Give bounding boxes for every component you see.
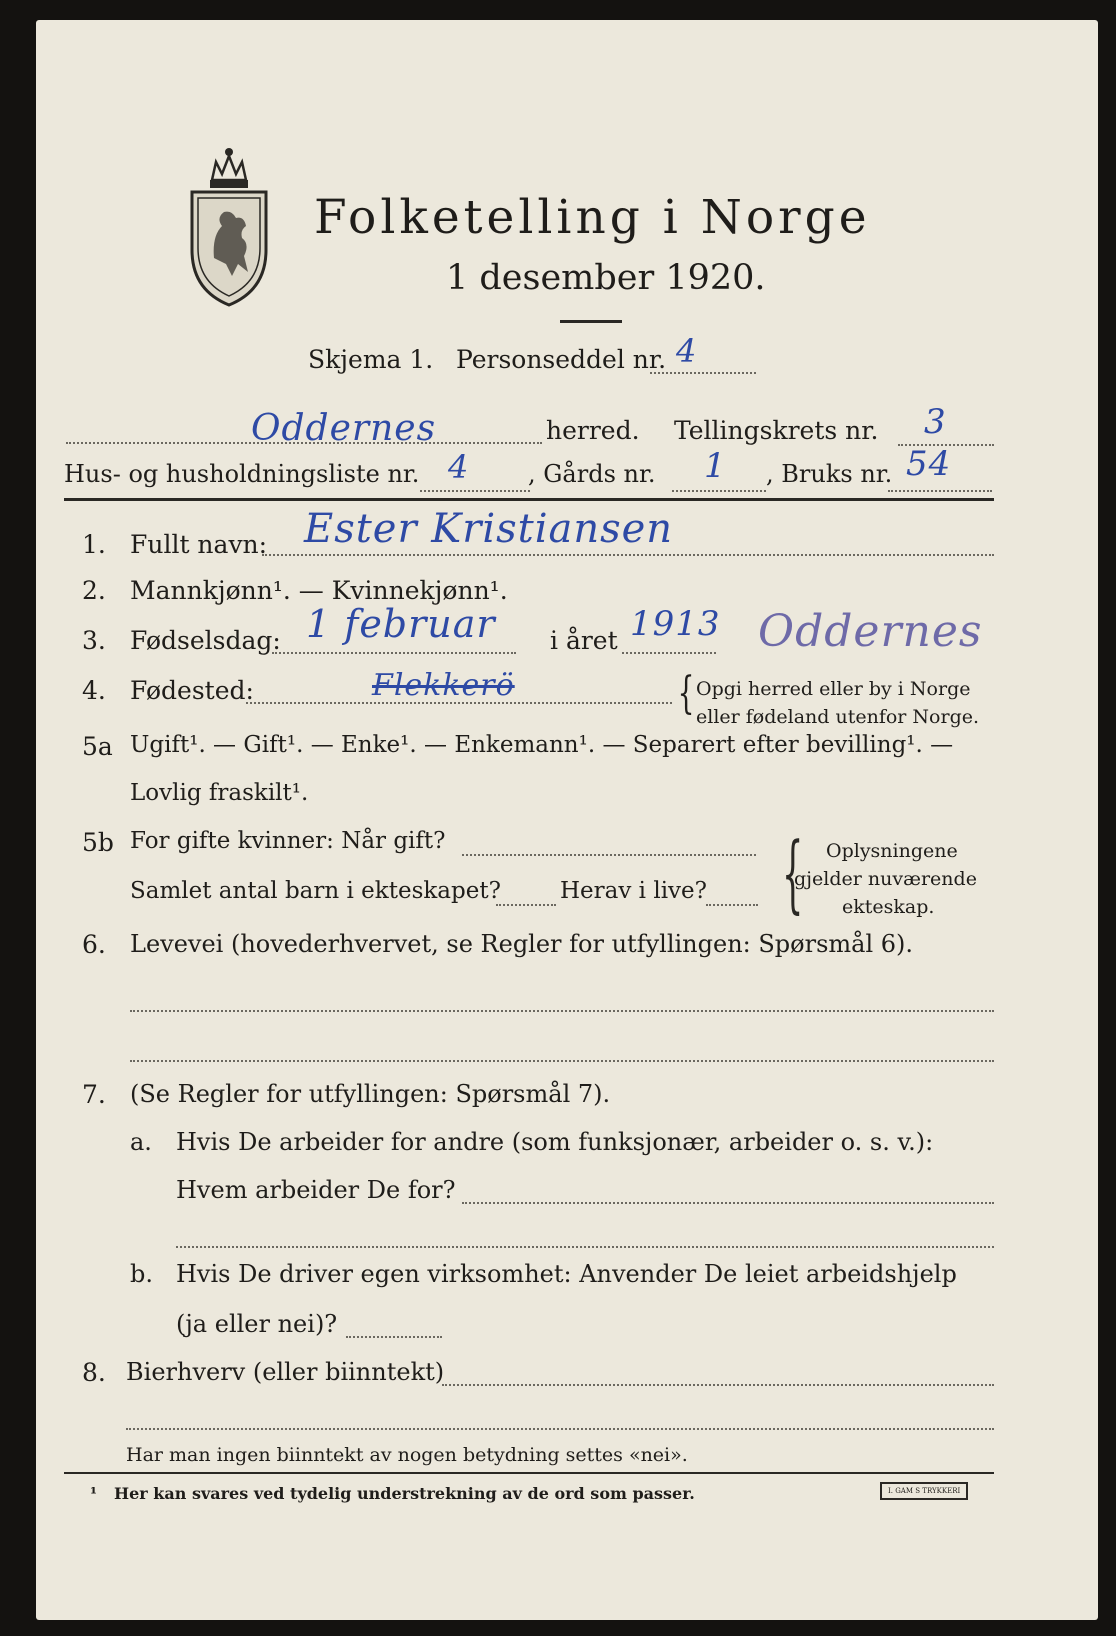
- q5b-note2: gjelder nuværende: [794, 868, 977, 890]
- q1-label: Fullt navn:: [130, 530, 268, 559]
- q7a-letter: a.: [130, 1128, 152, 1156]
- q4-number: 4.: [82, 676, 106, 705]
- q3-margin-note: Oddernes: [758, 606, 983, 657]
- footnote-text: Her kan svares ved tydelig understrekning av de ord som passer.: [114, 1484, 695, 1503]
- form-title: Folketelling i Norge: [314, 190, 871, 245]
- q5a-line1: Ugift¹. — Gift¹. — Enke¹. — Enkemann¹. — Separert efter bevilling¹. —: [130, 732, 954, 758]
- q2-number: 2.: [82, 576, 106, 605]
- herred-value: Oddernes: [251, 408, 437, 449]
- q7a-line2: Hvem arbeider De for?: [176, 1176, 456, 1204]
- printer-stamp: I. GAM S TRYKKERI: [880, 1482, 968, 1500]
- q5b-line1: For gifte kvinner: Når gift?: [130, 828, 446, 854]
- q6-label: Levevei (hovederhvervet, se Regler for utfyllingen: Spørsmål 6).: [130, 930, 914, 958]
- q7-label: (Se Regler for utfyllingen: Spørsmål 7).: [130, 1080, 611, 1108]
- q5b-note3: ekteskap.: [842, 896, 935, 918]
- q4-note-line1: Opgi herred eller by i Norge: [696, 678, 971, 700]
- q4-value: Flekkerö: [372, 668, 515, 703]
- footer-note: Har man ingen biinntekt av nogen betydning settes «nei».: [126, 1444, 688, 1466]
- q5b-line2: Samlet antal barn i ekteskapet?: [130, 878, 501, 904]
- tellingskrets-label: Tellingskrets nr.: [674, 416, 879, 445]
- q5b-brace: {: [782, 824, 804, 922]
- q5b-number: 5b: [82, 828, 114, 857]
- q8-label: Bierhverv (eller biinntekt): [126, 1358, 445, 1386]
- q5b-note1: Oplysningene: [826, 840, 958, 862]
- divider: [560, 320, 622, 323]
- q3-year-value: 1913: [630, 604, 721, 644]
- section-rule: [64, 498, 994, 501]
- q7b-line2: (ja eller nei)?: [176, 1310, 338, 1338]
- personseddel-label: Personseddel nr.: [456, 345, 667, 374]
- q3-number: 3.: [82, 626, 106, 655]
- q5a-line2: Lovlig fraskilt¹.: [130, 780, 309, 806]
- q5a-number: 5a: [82, 732, 113, 761]
- q3-value: 1 februar: [306, 602, 496, 646]
- bruks-value: 54: [906, 444, 952, 484]
- q3-label: Fødselsdag:: [130, 626, 281, 655]
- census-date: 1 desember 1920.: [446, 258, 766, 298]
- q4-label: Fødested:: [130, 676, 254, 705]
- census-form: [36, 20, 1098, 1620]
- q1-number: 1.: [82, 530, 106, 559]
- herred-label: herred.: [546, 416, 640, 445]
- bruks-label: , Bruks nr.: [766, 460, 893, 488]
- q6-number: 6.: [82, 930, 106, 959]
- q8-number: 8.: [82, 1358, 106, 1387]
- q3-year-label: i året: [550, 626, 618, 655]
- q7-number: 7.: [82, 1080, 106, 1109]
- personseddel-value: 4: [676, 332, 698, 370]
- gards-label: , Gårds nr.: [528, 460, 656, 488]
- tellingskrets-value: 3: [924, 402, 947, 442]
- q2-label: Mannkjønn¹. — Kvinnekjønn¹.: [130, 576, 508, 605]
- norway-coat-of-arms-icon: [186, 140, 272, 310]
- q7a-line1: Hvis De arbeider for andre (som funksjonær, arbeider o. s. v.):: [176, 1128, 934, 1156]
- hus-value: 4: [448, 448, 470, 486]
- footnote-mark: ¹: [90, 1484, 98, 1503]
- schema-label: Skjema 1.: [308, 345, 434, 374]
- q4-note-line2: eller fødeland utenfor Norge.: [696, 706, 980, 728]
- q7b-line1: Hvis De driver egen virksomhet: Anvender De leiet arbeidshjelp: [176, 1260, 957, 1288]
- q1-value: Ester Kristiansen: [304, 506, 674, 552]
- gards-value: 1: [704, 446, 727, 486]
- q5b-line2b: Herav i live?: [560, 878, 707, 904]
- q7b-letter: b.: [130, 1260, 153, 1288]
- q4-brace: {: [677, 668, 695, 719]
- hus-label: Hus- og husholdningsliste nr.: [64, 460, 420, 488]
